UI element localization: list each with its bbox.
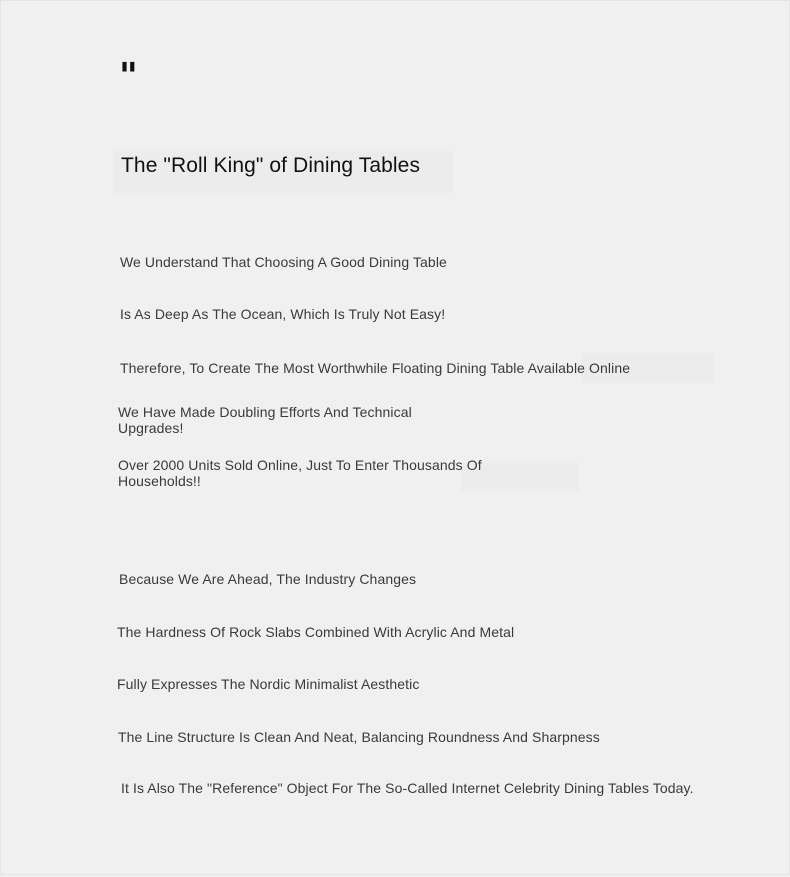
body-line: The Hardness Of Rock Slabs Combined With Acrylic And Metal (117, 624, 515, 640)
body-line: The Line Structure Is Clean And Neat, Balancing Roundness And Sharpness (118, 729, 600, 745)
body-line: It Is Also The "Reference" Object For The So-Called Internet Celebrity Dining Tables Today. (121, 780, 694, 796)
page-title: The "Roll King" of Dining Tables (121, 154, 421, 177)
body-line: Over 2000 Units Sold Online, Just To Enter Thousands Of Households!! (118, 457, 482, 489)
body-line: Is As Deep As The Ocean, Which Is Truly Not Easy! (120, 306, 446, 322)
body-line: Because We Are Ahead, The Industry Changes (119, 571, 417, 587)
body-line: Therefore, To Create The Most Worthwhile Floating Dining Table Available Online (120, 360, 631, 376)
body-line: Fully Expresses The Nordic Minimalist Aesthetic (117, 676, 420, 692)
body-line: We Understand That Choosing A Good Dining Table (120, 254, 447, 270)
quotation-mark-icon: " (119, 56, 138, 97)
body-line: We Have Made Doubling Efforts And Technical Upgrades! (118, 404, 412, 436)
